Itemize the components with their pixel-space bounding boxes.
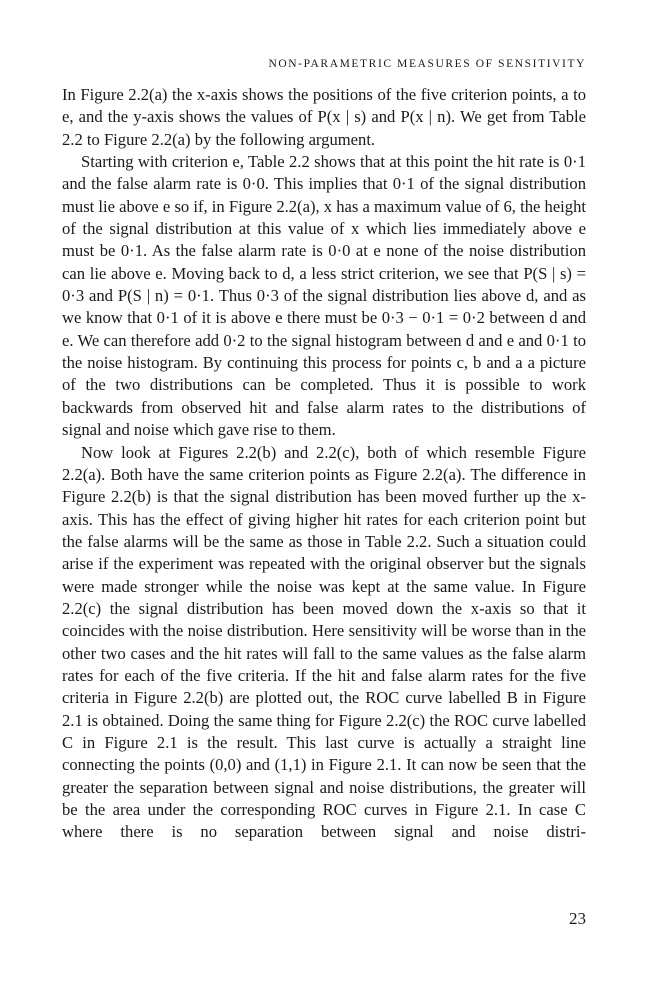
page-number: 23	[569, 909, 586, 928]
running-head: NON-PARAMETRIC MEASURES OF SENSITIVITY	[268, 58, 586, 70]
paragraph-2: Starting with criterion e, Table 2.2 shows that at this point the hit rate is 0·1 and the false alarm rate is 0·0. This implies that 0·1 of the signal distribution must lie above e so if, in Figure 2.2(a), x has a maximum value of 6, the height of the signal distribution at this value of x which lies immediately above e must be 0·1. As the false alarm rate is 0·0 at e none of the noise distribution can lie above e. Moving back to d, a less strict criterion, we see that P(S | s) = 0·3 and P(S | n) = 0·1. Thus 0·3 of the signal distribution lies above d, and as we know that 0·1 of it is above e there must be 0·3 − 0·1 = 0·2 between d and e. We can therefore add 0·2 to the signal histogram between d and e and 0·1 to the noise histogram. By continuing this process for points c, b and a a picture of the two distributions can be completed. Thus it is possible to work backwards from observed hit and false alarm rates to the distributions of signal and noise which gave rise to them.	[62, 152, 586, 440]
paragraph-1: In Figure 2.2(a) the x-axis shows the positions of the five criterion points, a to e, and the y-axis shows the values of P(x | s) and P(x | n). We get from Table 2.2 to Figure 2.2(a) by the following argument.	[62, 85, 586, 149]
paragraph-3: Now look at Figures 2.2(b) and 2.2(c), both of which resemble Figure 2.2(a). Both have the same criterion points as Figure 2.2(a). The difference in Figure 2.2(b) is that the signal distribution has been moved further up the x-axis. This has the effect of giving higher hit rates for each criterion point but the false alarms will be the same as those in Table 2.2. Such a situation could arise if the experiment was repeated with the original observer but the signals were made stronger while the noise was kept at the same value. In Figure 2.2(c) the signal distribution has been moved down the x-axis so that it coincides with the noise distribution. Here sensitivity will be worse than in the other two cases and the hit rates will fall to the same values as the false alarm rates for each of the five criteria. If the hit and false alarm rates for the five criteria in Figure 2.2(b) are plotted out, the ROC curve labelled B in Figure 2.1 is obtained. Doing the same thing for Figure 2.2(c) the ROC curve labelled C in Figure 2.1 is the result. This last curve is actually a straight line connecting the points (0,0) and (1,1) in Figure 2.1. It can now be seen that the greater the separation between signal and noise distributions, the greater will be the area under the corresponding ROC curves in Figure 2.1. In case C where there is no separation between signal and noise distri-	[62, 442, 586, 842]
page-content	[62, 58, 586, 844]
